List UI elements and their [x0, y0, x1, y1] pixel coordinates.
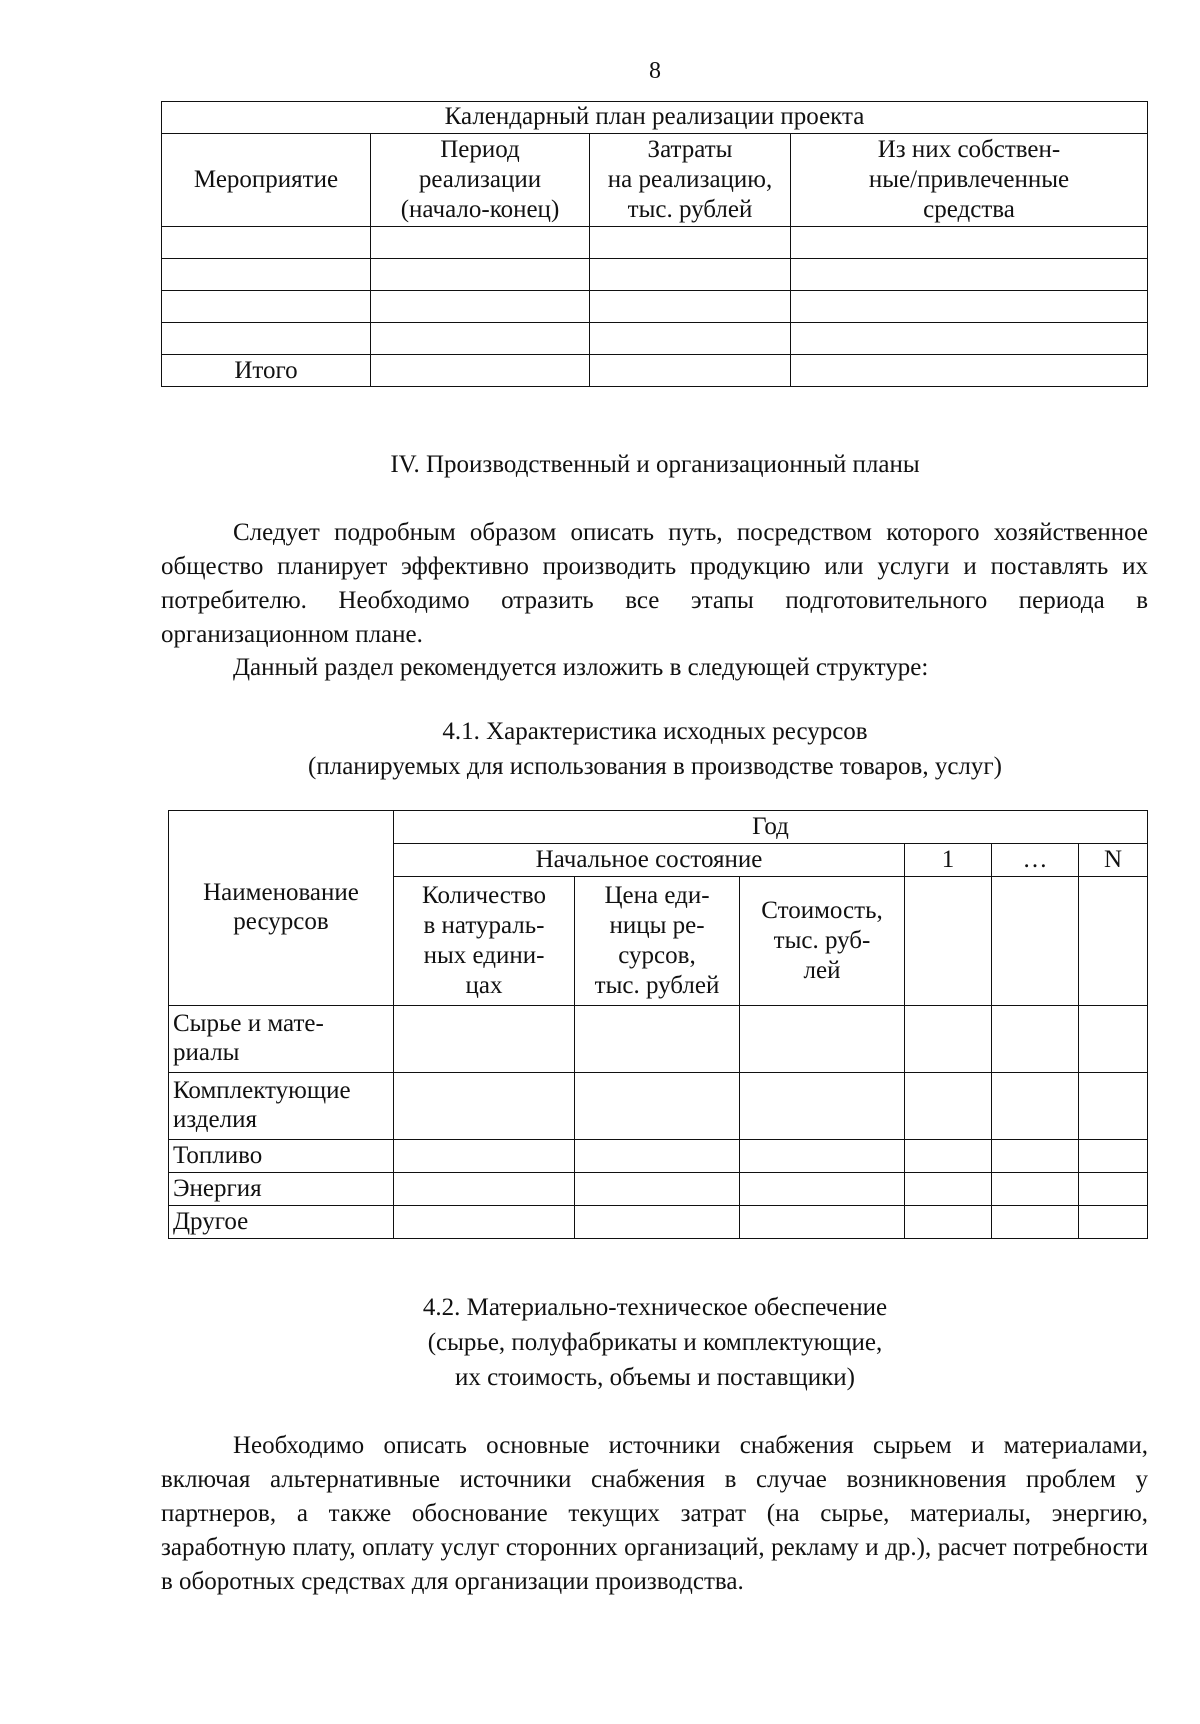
table-cell	[394, 1173, 575, 1206]
col-header-own-line: Из них собствен-	[877, 136, 1061, 163]
col-header-own-line: ные/привлеченные	[868, 166, 1070, 193]
table-row	[169, 1173, 1148, 1206]
table-cell	[1079, 1173, 1148, 1206]
table-cell	[740, 1006, 905, 1073]
col-header-qty-line: ных едини-	[423, 942, 545, 969]
table-cell	[162, 227, 371, 259]
col-header-value-line: тыс. руб-	[773, 927, 871, 954]
table-cell	[1079, 877, 1148, 1006]
paragraph-text: Данный раздел рекомендуется изложить в следующей структуре:	[233, 654, 929, 681]
table-row	[169, 1140, 1148, 1173]
table-cell	[575, 1140, 740, 1173]
table-cell	[1079, 1206, 1148, 1239]
table-cell	[371, 227, 590, 259]
table-cell	[992, 1140, 1079, 1173]
table-cell	[740, 1073, 905, 1140]
col-header-resource-line: ресурсов	[233, 908, 329, 935]
resource-name-line: Комплектующие	[173, 1077, 351, 1105]
col-header-qty-line: Количество	[422, 882, 546, 909]
table-cell	[992, 1173, 1079, 1206]
table-cell	[575, 1206, 740, 1239]
table-cell	[992, 1073, 1079, 1140]
col-header-qty-line: цах	[465, 972, 503, 999]
col-header-unit-price	[575, 877, 740, 1006]
subsection-title: 4.1. Характеристика исходных ресурсов	[442, 718, 868, 745]
col-header-period-line: (начало-конец)	[400, 196, 560, 223]
col-header-price-line: тыс. рублей	[594, 972, 720, 999]
table-cell	[371, 259, 590, 291]
table-cell	[590, 291, 791, 323]
section-title: IV. Производственный и организационный планы	[390, 451, 920, 478]
subsection-title: (планируемых для использования в производстве товаров, услуг)	[308, 753, 1002, 780]
resource-name-line: изделия	[173, 1106, 257, 1133]
subsection-title: их стоимость, объемы и поставщики)	[455, 1364, 855, 1391]
col-header-price-line: Цена еди-	[604, 882, 710, 909]
table-cell	[905, 877, 992, 1006]
table-cell	[791, 227, 1148, 259]
section-paragraph	[161, 1429, 1148, 1599]
col-header-value-line: лей	[803, 957, 841, 984]
table-cell	[371, 323, 590, 355]
page-number: 8	[649, 58, 661, 84]
col-header-year-1: 1	[905, 844, 992, 877]
table-cell	[905, 1206, 992, 1239]
table-row	[162, 323, 1148, 355]
table-cell	[394, 1006, 575, 1073]
table-cell	[905, 1006, 992, 1073]
resource-name-line: риалы	[173, 1039, 240, 1066]
col-header-cost	[590, 134, 791, 227]
table-cell	[162, 323, 371, 355]
table-cell	[162, 291, 371, 323]
paragraph-text: Следует подробным образом описать путь, посредством которого хозяйственное общество планирует эффективно производить продукцию или услуги и поставлять их потребителю. Необходимо отразить все этапы подготовительного периода в организационном плане.	[161, 519, 1148, 648]
table-cell	[371, 291, 590, 323]
table-row	[162, 259, 1148, 291]
table-row	[169, 1006, 1148, 1073]
resource-name	[169, 1073, 394, 1140]
col-header-own-funds	[791, 134, 1148, 227]
col-header-year-n: N	[1079, 844, 1148, 877]
col-header-cost-line: тыс. рублей	[627, 196, 753, 223]
col-header-price-line: ницы ре-	[609, 912, 705, 939]
table-row	[162, 291, 1148, 323]
table-cell	[371, 355, 590, 387]
col-header-cost-line: Затраты	[647, 136, 733, 163]
col-header-period	[371, 134, 590, 227]
section-paragraph	[161, 516, 1148, 652]
table-cell	[992, 1206, 1079, 1239]
table-row	[169, 1073, 1148, 1140]
table-cell	[1079, 1006, 1148, 1073]
resource-name: Энергия	[169, 1173, 394, 1206]
col-header-own-line: средства	[923, 196, 1015, 223]
table-cell	[791, 355, 1148, 387]
calendar-plan-table	[161, 101, 1148, 387]
col-header-period-line: реализации	[418, 166, 542, 193]
paragraph-text: Необходимо описать основные источники снабжения сырьем и материалами, включая альтернативные источники снабжения в случае возникновения проблем у партнеров, а также обоснование текущих затрат (на сырье, материалы, энергию, заработную плату, оплату услуг сторонних организаций, рекламу и др.), расчет потребности в оборотных средствах для организации производства.	[161, 1432, 1148, 1595]
col-header-event: Мероприятие	[162, 134, 371, 227]
col-header-initial-state: Начальное состояние	[394, 844, 905, 877]
calendar-table-caption: Календарный план реализации проекта	[162, 102, 1148, 134]
table-cell	[394, 1073, 575, 1140]
table-cell	[575, 1173, 740, 1206]
table-cell	[394, 1206, 575, 1239]
table-cell	[992, 877, 1079, 1006]
col-header-period-line: Период	[440, 136, 520, 163]
table-cell	[1079, 1140, 1148, 1173]
table-cell	[791, 323, 1148, 355]
subsection-title: 4.2. Материально-техническое обеспечение	[422, 1294, 888, 1321]
col-header-value-line: Стоимость,	[761, 897, 883, 924]
col-header-qty-line: в натураль-	[423, 912, 545, 939]
table-cell	[905, 1140, 992, 1173]
col-header-year-dots: …	[992, 844, 1079, 877]
table-cell	[740, 1206, 905, 1239]
table-cell	[740, 1140, 905, 1173]
col-header-price-line: сурсов,	[618, 942, 696, 969]
subsection-title: (сырье, полуфабрикаты и комплектующие,	[427, 1329, 883, 1356]
table-cell	[590, 227, 791, 259]
total-row	[162, 355, 1148, 387]
table-cell	[1079, 1073, 1148, 1140]
table-cell	[740, 1173, 905, 1206]
table-cell	[575, 1073, 740, 1140]
col-header-resource-name	[169, 811, 394, 1006]
table-cell	[575, 1006, 740, 1073]
table-row	[169, 1206, 1148, 1239]
table-cell	[905, 1073, 992, 1140]
col-header-year: Год	[394, 811, 1148, 844]
table-cell	[992, 1006, 1079, 1073]
table-cell	[791, 291, 1148, 323]
resource-name	[169, 1006, 394, 1073]
resource-name: Другое	[169, 1206, 394, 1239]
col-header-resource-line: Наименование	[203, 879, 359, 907]
table-cell	[791, 259, 1148, 291]
table-cell	[162, 259, 371, 291]
table-cell	[905, 1173, 992, 1206]
table-row	[162, 227, 1148, 259]
col-header-value	[740, 877, 905, 1006]
table-cell	[590, 259, 791, 291]
resources-table	[168, 810, 1148, 1239]
total-label: Итого	[162, 355, 371, 387]
resource-name-line: Сырье и мате-	[173, 1010, 324, 1038]
col-header-cost-line: на реализацию,	[607, 166, 773, 193]
table-cell	[590, 323, 791, 355]
table-cell	[590, 355, 791, 387]
col-header-quantity	[394, 877, 575, 1006]
resource-name: Топливо	[169, 1140, 394, 1173]
table-cell	[394, 1140, 575, 1173]
